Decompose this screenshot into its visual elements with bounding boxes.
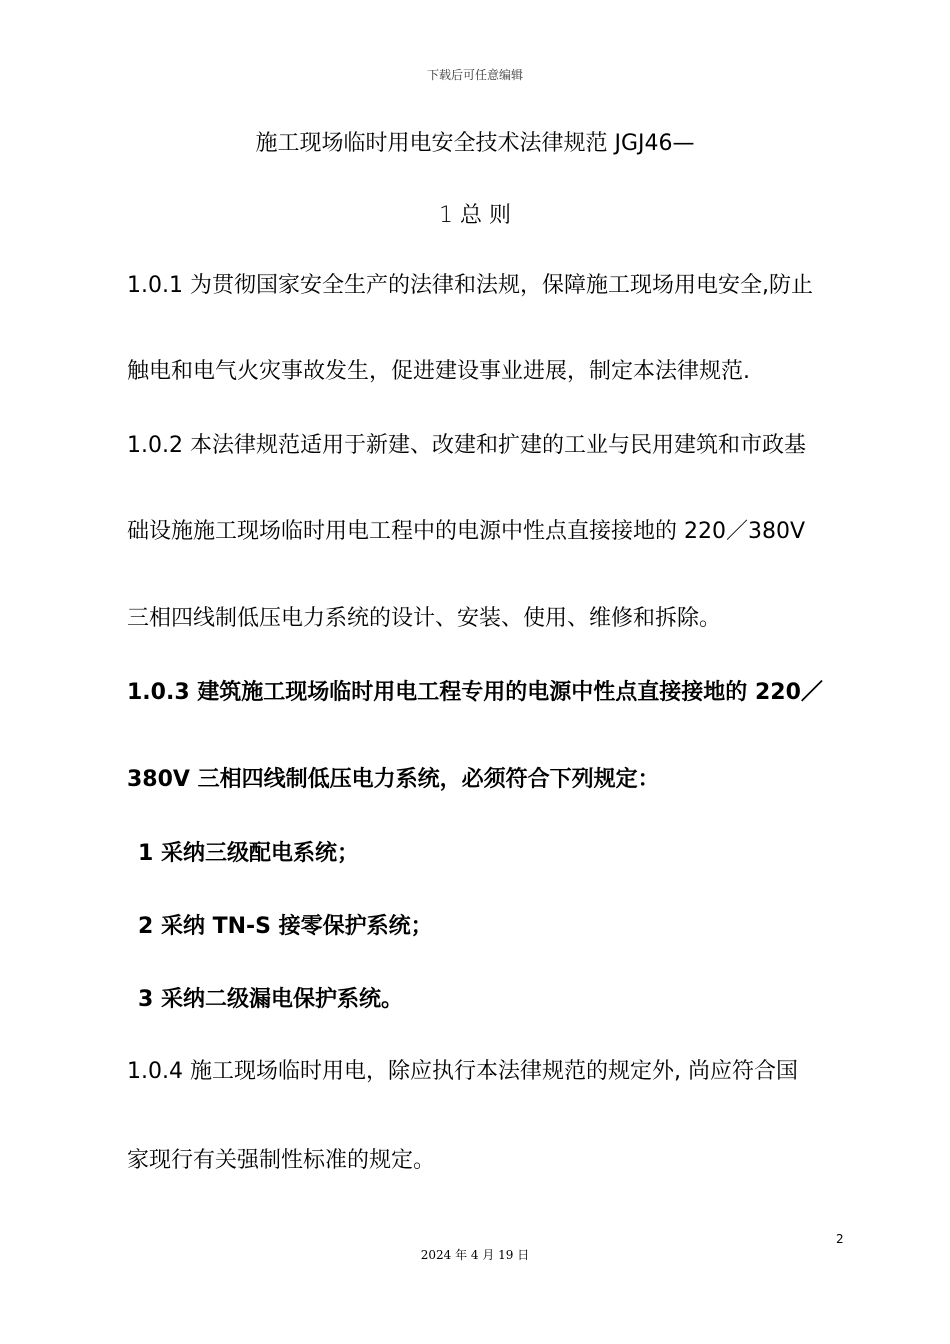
page-number: 2 xyxy=(836,1232,844,1246)
clause-1-0-4-line-2: 家现行有关强制性标准的规定。 xyxy=(127,1148,436,1173)
clause-1-0-2-line-1: 1.0.2 本法律规范适用于新建、改建和扩建的工业与民用建筑和市政基 xyxy=(127,433,806,458)
clause-1-0-1-line-1: 1.0.1 为贯彻国家安全生产的法律和法规，保障施工现场用电安全,防止 xyxy=(127,273,813,298)
clause-1-0-2-line-2: 础设施施工现场临时用电工程中的电源中性点直接接地的 220／380V xyxy=(127,519,806,544)
list-item-3: 3 采纳二级漏电保护系统。 xyxy=(138,987,403,1012)
clause-1-0-2-line-3: 三相四线制低压电力系统的设计、安装、使用、维修和拆除。 xyxy=(127,606,722,631)
page-header: 下载后可任意编辑 xyxy=(426,68,523,82)
clause-1-0-1-line-2: 触电和电气火灾事故发生，促进建设事业进展，制定本法律规范. xyxy=(127,359,750,384)
chapter-title: 1 总 则 xyxy=(439,203,511,228)
page-footer-date: 2024 年 4 月 19 日 xyxy=(420,1248,530,1262)
list-item-1: 1 采纳三级配电系统； xyxy=(138,841,359,866)
clause-1-0-3-line-1: 1.0.3 建筑施工现场临时用电工程专用的电源中性点直接接地的 220／ xyxy=(127,680,823,705)
document-title: 施工现场临时用电安全技术法律规范 JGJ46— xyxy=(255,131,695,156)
clause-1-0-3-line-2: 380V 三相四线制低压电力系统，必须符合下列规定： xyxy=(127,767,660,792)
list-item-2: 2 采纳 TN-S 接零保护系统； xyxy=(138,914,433,939)
clause-1-0-4-line-1: 1.0.4 施工现场临时用电，除应执行本法律规范的规定外, 尚应符合国 xyxy=(127,1059,798,1084)
